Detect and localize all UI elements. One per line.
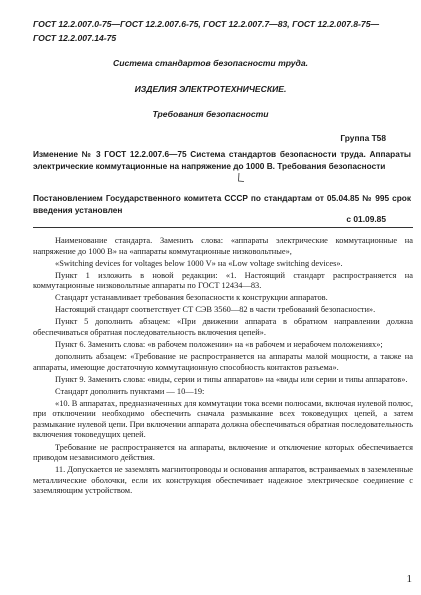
- paragraph: «10. В аппаратах, предназначенных для коммутации тока всеми полюсами, включая нулевой полюс, при отключении необходимо обеспечить сначала размыкание всех токоведущих цепей, а затем размыкание нулевой цепи. При включении аппарата должна обеспечиваться обратная последовательность включения токоведущих цепей.: [33, 398, 413, 440]
- paragraph: Пункт 6. Заменить слова: «в рабочем положении» на «в рабочем и нерабочем положениях»;: [55, 340, 383, 350]
- system-title: Система стандартов безопасности труда.: [112, 58, 308, 68]
- decree-text: Постановлением Государственного комитета СССР по стандартам от 05.04.85 № 995 срок введения установлен: [33, 193, 411, 215]
- standards-header: [33, 17, 413, 45]
- paragraph: Пункт 5 дополнить абзацем: «При движении аппарата в обратном направлении должна обеспечиваться обратная последовательность включения цепей».: [33, 317, 413, 337]
- product-title: ИЗДЕЛИЯ ЭЛЕКТРОТЕХНИЧЕСКИЕ.: [134, 84, 287, 94]
- paragraph: Пункт 9. Заменить слова: «виды, серии и типы аппаратов» на «виды или серии и типы аппаратов».: [55, 374, 408, 384]
- paragraph: 11. Допускается не заземлять магнитопроводы и основания аппаратов, встраиваемых в заземленные металлические оболочки, если их конструкция обеспечивает надежное электрическое соединение с заземляющим устройством.: [33, 465, 413, 496]
- separator-line: [33, 227, 413, 228]
- page-number: 1: [406, 573, 412, 585]
- requirements-title: Требования безопасности: [152, 109, 269, 119]
- paragraph: дополнить абзацем: «Требование не распространяется на аппараты малой мощности, а также на аппараты, имеющие достаточную коммутационную способность контактов разъема».: [33, 352, 413, 372]
- header-line-1: ГОСТ 12.2.007.0-75—ГОСТ 12.2.007.6-75, ГОСТ 12.2.007.7—83, ГОСТ 12.2.007.8-75—: [33, 19, 380, 29]
- paragraph: Наименование стандарта. Заменить слова: «аппараты электрические коммутационные на напряжение до 1000 В» на «аппараты коммутационные низковольтные»,: [33, 236, 413, 256]
- effective-date: с 01.09.85: [346, 214, 386, 224]
- paragraph: Требование не распространяется на аппараты, включение и отключение которых обеспечивается приводом независимого действия.: [33, 442, 413, 463]
- group-code: Группа Т58: [340, 133, 386, 143]
- handwritten-mark: [236, 172, 246, 184]
- header-line-2: ГОСТ 12.2.007.14-75: [33, 33, 117, 43]
- amendment-heading: Изменение № 3 ГОСТ 12.2.007.6—75 Система стандартов безопасности труда. Аппараты электрические коммутационные на напряжение до 1000 В. Требования безопасности: [33, 149, 411, 171]
- paragraph: Пункт 1 изложить в новой редакции: «1. Настоящий стандарт распространяется на коммутационные низковольтные аппараты по ГОСТ 12434—83.: [33, 270, 413, 291]
- amendment-body: [33, 236, 413, 498]
- paragraph: Настоящий стандарт соответствует СТ СЭВ 3560—82 в части требований безопасности».: [55, 305, 376, 315]
- paragraph: «Switching devices for voltages below 1000 V» на «Low voltage switching devices».: [55, 258, 343, 268]
- paragraph: Стандарт дополнить пунктами — 10—19:: [55, 386, 205, 396]
- paragraph: Стандарт устанавливает требования безопасности к конструкции аппаратов.: [55, 293, 328, 303]
